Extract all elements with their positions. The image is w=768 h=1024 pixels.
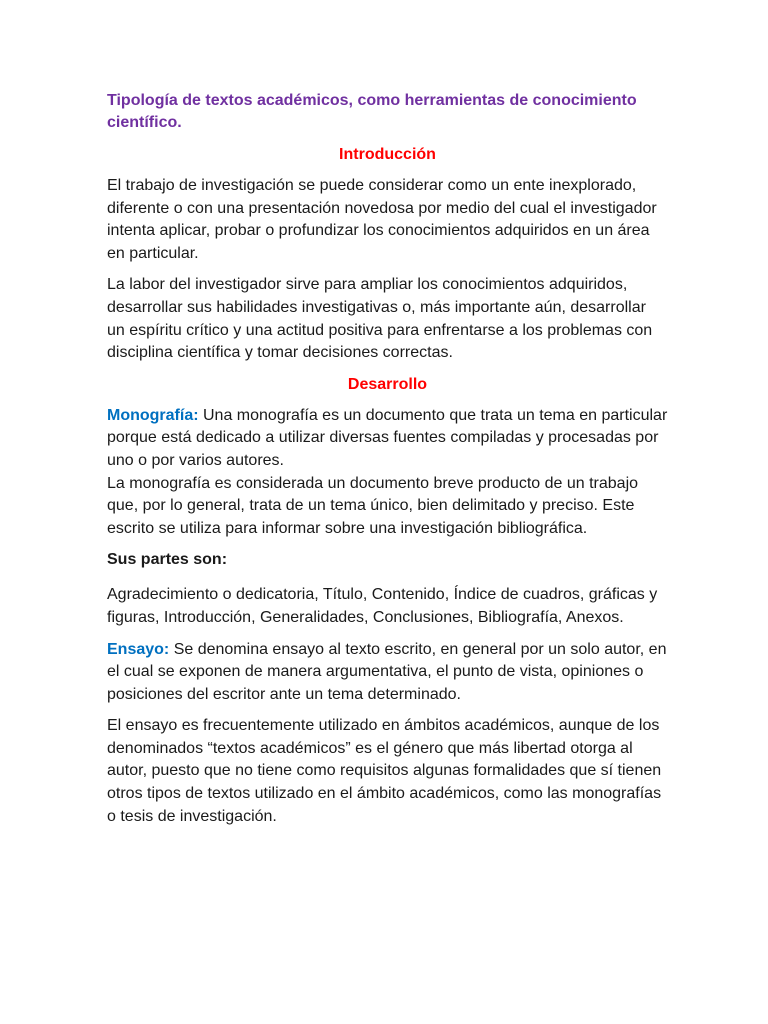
intro-heading: Introducción [339,146,436,163]
ensayo-definition-paragraph [107,639,668,707]
parts-list: Agradecimiento o dedicatoria, Título, Contenido, Índice de cuadros, gráficas y figuras, Introducción, Generalidades, Conclusiones, Bibliografía, Anexos. [107,586,658,626]
monografia-definition-paragraph [107,405,668,473]
ensayo-term: Ensayo: [107,640,170,658]
parts-heading: Sus partes son: [107,551,228,569]
ensayo-paragraph-2: El ensayo es frecuentemente utilizado en ámbitos académicos, aunque de los denominados “textos académicos” es el género que más libertad otorga al autor, puesto que no tiene como requisitos algunas formalidades que sí tienen otros tipos de textos utilizado en el ámbito académicos, como las monografías o tesis de investigación. [107,717,662,825]
development-heading: Desarrollo [347,375,428,393]
monografia-definition: Una monografía es un documento que trata un tema en particular porque está dedicado a utilizar diversas fuentes compiladas y procesadas por uno o por varios autores. [107,406,668,469]
intro-paragraph-2: La labor del investigador sirve para ampliar los conocimientos adquiridos, desarrollar sus habilidades investigativas o, más importante aún, desarrollar un espíritu crítico y una actitud positiva para enfrentarse a los problemas con disciplina científica y tomar decisiones correctas. [107,276,653,362]
document-title: Tipología de textos académicos, como herramientas de conocimiento científico. [107,92,637,131]
monografia-paragraph-2: La monografía es considerada un documento breve producto de un trabajo que, por lo general, trata de un tema único, bien delimitado y preciso. Este escrito se utiliza para informar sobre una investigación bibliográfica. [107,474,639,537]
ensayo-definition: Se denomina ensayo al texto escrito, en general por un solo autor, en el cual se exponen de manera argumentativa, el punto de vista, opiniones o posiciones del escritor ante un tema determinado. [107,640,667,703]
monografia-term: Monografía: [107,406,199,424]
intro-paragraph-1: El trabajo de investigación se puede considerar como un ente inexplorado, diferente o con una presentación novedosa por medio del cual el investigador intenta aplicar, probar o profundizar los conocimientos adquiridos en un área en particular. [107,177,657,262]
